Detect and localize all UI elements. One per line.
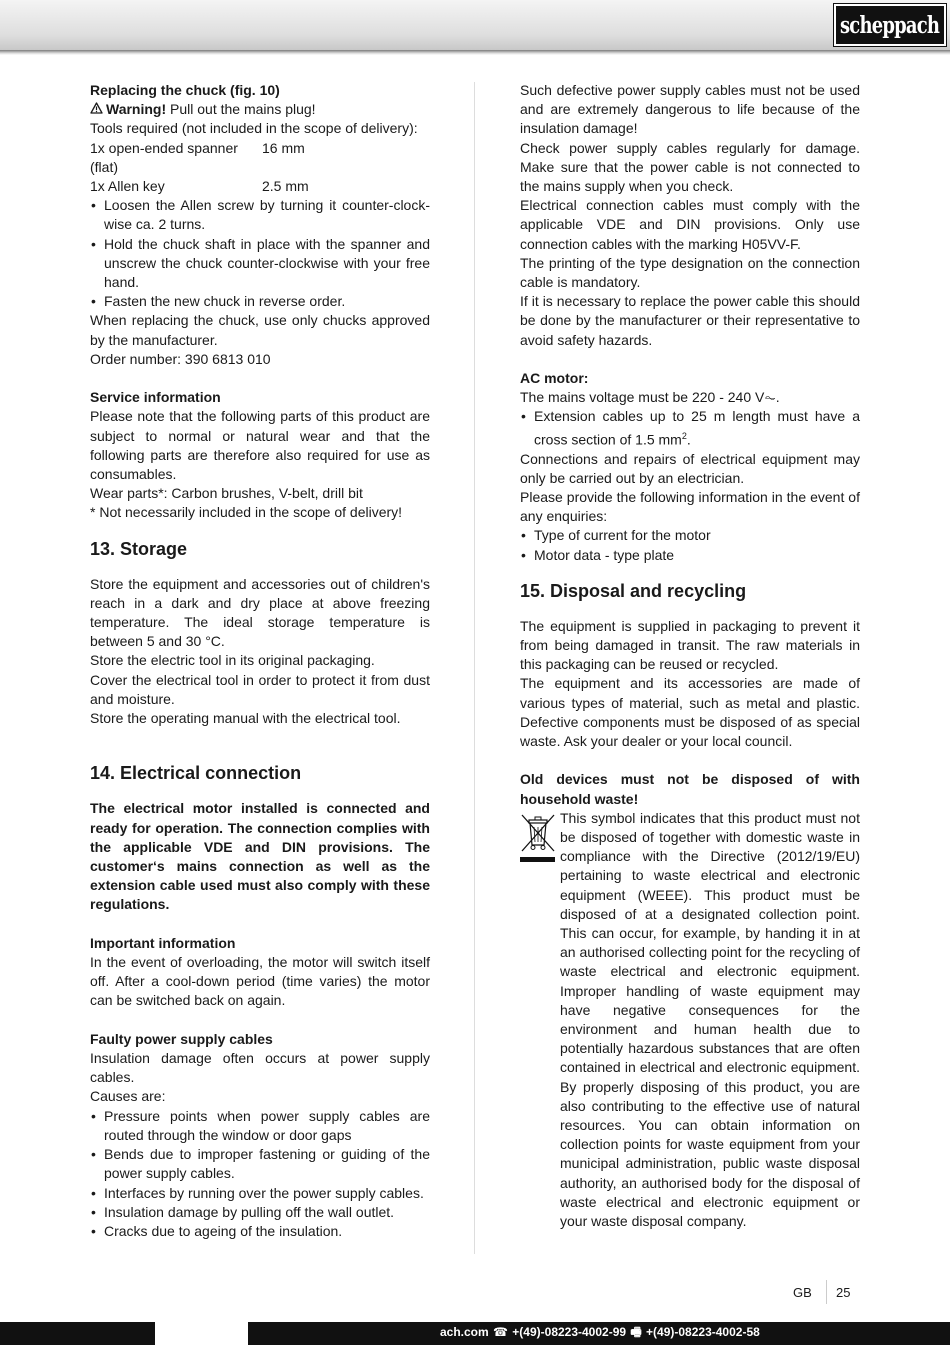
- electrical-heading: 14. Electrical connection: [90, 763, 302, 784]
- order-number: Order number: 390 6813 010: [90, 350, 271, 367]
- wear-note: * Not necessarily included in the scope of delivery!: [90, 504, 403, 521]
- storage-paragraph: Store the operating manual with the electrical tool.: [90, 710, 401, 727]
- list-item: • Loosen the Allen screw by turning it counter-clock-wise ca. 2 turns.: [90, 196, 430, 234]
- list-item: • Motor data - type plate: [520, 546, 860, 565]
- service-text: Please note that the following parts of this product are subject to normal or natural wear and that the following parts are therefore also required for use as consumables.: [90, 408, 430, 483]
- tool-row-allen: [90, 177, 430, 196]
- superscript: 2: [681, 430, 687, 441]
- wear-parts: Wear parts*: Carbon brushes, V-belt, drill bit: [90, 485, 363, 502]
- service-title: Service information: [90, 389, 221, 406]
- electrical-bold-text: The electrical motor installed is connected and ready for operation. The connection complies with the applicable VDE and DIN provisions. The customer‘s mains connection as well as the extension cable used must also comply with these regulations.: [90, 800, 430, 913]
- contact-text: ach.com ☎ +(49)-08223-4002-99 🖷 +(49)-08223-4002-58: [440, 1325, 760, 1339]
- list-item: • Pressure points when power supply cables are routed through the window or door gaps: [90, 1107, 430, 1145]
- extension-text: Extension cables up to 25 m length must have a cross section of 1.5 mm: [534, 408, 860, 448]
- printing-text: The printing of the type designation on the connection cable is mandatory.: [520, 254, 860, 291]
- causes-label: Causes are:: [90, 1088, 166, 1105]
- tool-name: 1x Allen key: [90, 178, 165, 195]
- list-item: • Bends due to improper fastening or guiding of the power supply cables.: [90, 1145, 430, 1183]
- warning-icon: [90, 100, 106, 119]
- list-item: • Interfaces by running over the power supply cables.: [90, 1184, 430, 1203]
- list-item: • Insulation damage by pulling off the wall outlet.: [90, 1203, 430, 1222]
- tool-size: 2.5 mm: [262, 178, 309, 195]
- important-title: Important information: [90, 934, 236, 951]
- bottom-bar-gap: [155, 1322, 248, 1345]
- tool-name: 1x open-ended spanner (flat): [90, 139, 238, 175]
- defective-text: Such defective power supply cables must not be used and are extremely dangerous to life because of the insulation damage!: [520, 82, 860, 137]
- footer-separator: [826, 1280, 827, 1304]
- chuck-warning: [90, 100, 430, 119]
- list-item: • Hold the chuck shaft in place with the spanner and unscrew the chuck counter-clockwise with your free hand.: [90, 235, 430, 293]
- brand-logo: [834, 4, 946, 46]
- column-divider: [474, 82, 475, 1254]
- chuck-note: When replacing the chuck, use only chucks approved by the manufacturer.: [90, 312, 430, 348]
- warning-text: Pull out the mains plug!: [166, 101, 316, 118]
- enquiry-text: Please provide the following information in the event of any enquiries:: [520, 488, 860, 525]
- tool-row-spanner: [90, 139, 430, 177]
- important-text: In the event of overloading, the motor will switch itself off. After a cool-down period (time varies) the motor can be switched back on again.: [90, 954, 430, 1009]
- header-shadow: [0, 50, 950, 55]
- storage-paragraph: Store the equipment and accessories out of children's reach in a dark and dry place at above freezing temperature. The ideal storage temperature is between 5 and 30 °C.: [90, 575, 430, 650]
- left-column: [90, 81, 430, 1241]
- list-item: • Extension cables up to 25 m length must have a cross section of 1.5 $mm^2$.: [520, 407, 860, 449]
- disposal-paragraph: The equipment is supplied in packaging to prevent it from being damaged in transit. The raw materials in this packaging can be reused or recycled.: [520, 617, 860, 673]
- list-item: • Cracks due to ageing of the insulation.: [90, 1222, 430, 1241]
- replace-text: If it is necessary to replace the power cable this should be done by the manufacturer or their representative to avoid safety hazards.: [520, 293, 860, 348]
- language-code: GB: [793, 1285, 812, 1300]
- mains-voltage: The mains voltage must be 220 - 240 V⏦.: [520, 389, 780, 406]
- list-item: • Fasten the new chuck in reverse order.: [90, 292, 430, 311]
- faulty-title: Faulty power supply cables: [90, 1030, 273, 1047]
- faulty-text: Insulation damage often occurs at power supply cables.: [90, 1050, 430, 1086]
- disposal-heading: 15. Disposal and recycling: [520, 580, 747, 601]
- list-item: • Type of current for the motor: [520, 526, 860, 545]
- tools-required: Tools required (not included in the scope of delivery):: [90, 120, 418, 137]
- disposal-paragraph: The equipment and its accessories are made of various types of material, such as metal and plastic. Defective components must be disposed of as special waste. Ask your dealer or your local council.: [520, 675, 860, 749]
- weee-text: This symbol indicates that this product must not be disposed of together with domestic waste in compliance with the Directive (2012/19/EU) pertaining to waste electrical and electronic equipment (WEEE). This product must be disposed of at a designated collection point. This can occur, for example, by handing it in at an authorised collecting point for the recycling of waste electrical and electronic equipment. Improper handling of waste equipment may have negative consequences for the environment and human health due to potentially hazardous substances that are often contained in electrical and electronic equipment. By properly disposing of this product, you are also contributing to the effective use of natural resources. You can obtain information on collection points for waste equipment from your municipal administration, public waste disposal authority, an authorised body for the disposal of waste electrical and electronic equipment or your waste disposal company.: [560, 809, 860, 1229]
- old-devices-warning: Old devices must not be disposed of with household waste!: [520, 771, 860, 807]
- repairs-text: Connections and repairs of electrical equipment may only be carried out by an electrician.: [520, 450, 860, 486]
- check-text: Check power supply cables regularly for damage. Make sure that the power cable is not connected to the mains supply when you check.: [520, 139, 860, 195]
- right-column: [520, 81, 860, 1231]
- warning-label: Warning!: [106, 101, 167, 118]
- brand-logo-text: scheppach: [840, 11, 940, 39]
- tool-size: 16 mm: [262, 139, 305, 156]
- ac-motor-title: AC motor:: [520, 370, 589, 387]
- header-band: [0, 0, 950, 50]
- storage-paragraph: Cover the electrical tool in order to protect it from dust and moisture.: [90, 671, 430, 707]
- connection-text: Electrical connection cables must comply with the applicable VDE and DIN provisions. Only use connection cables with the marking H05VV-F.: [520, 197, 860, 252]
- crossed-bin-icon: [520, 811, 556, 865]
- weee-block: [520, 809, 860, 1231]
- storage-paragraph: Store the electric tool in its original packaging.: [90, 652, 375, 669]
- storage-heading: 13. Storage: [90, 538, 188, 559]
- page-number: 25: [836, 1285, 851, 1300]
- chuck-title: Replacing the chuck (fig. 10): [90, 82, 280, 98]
